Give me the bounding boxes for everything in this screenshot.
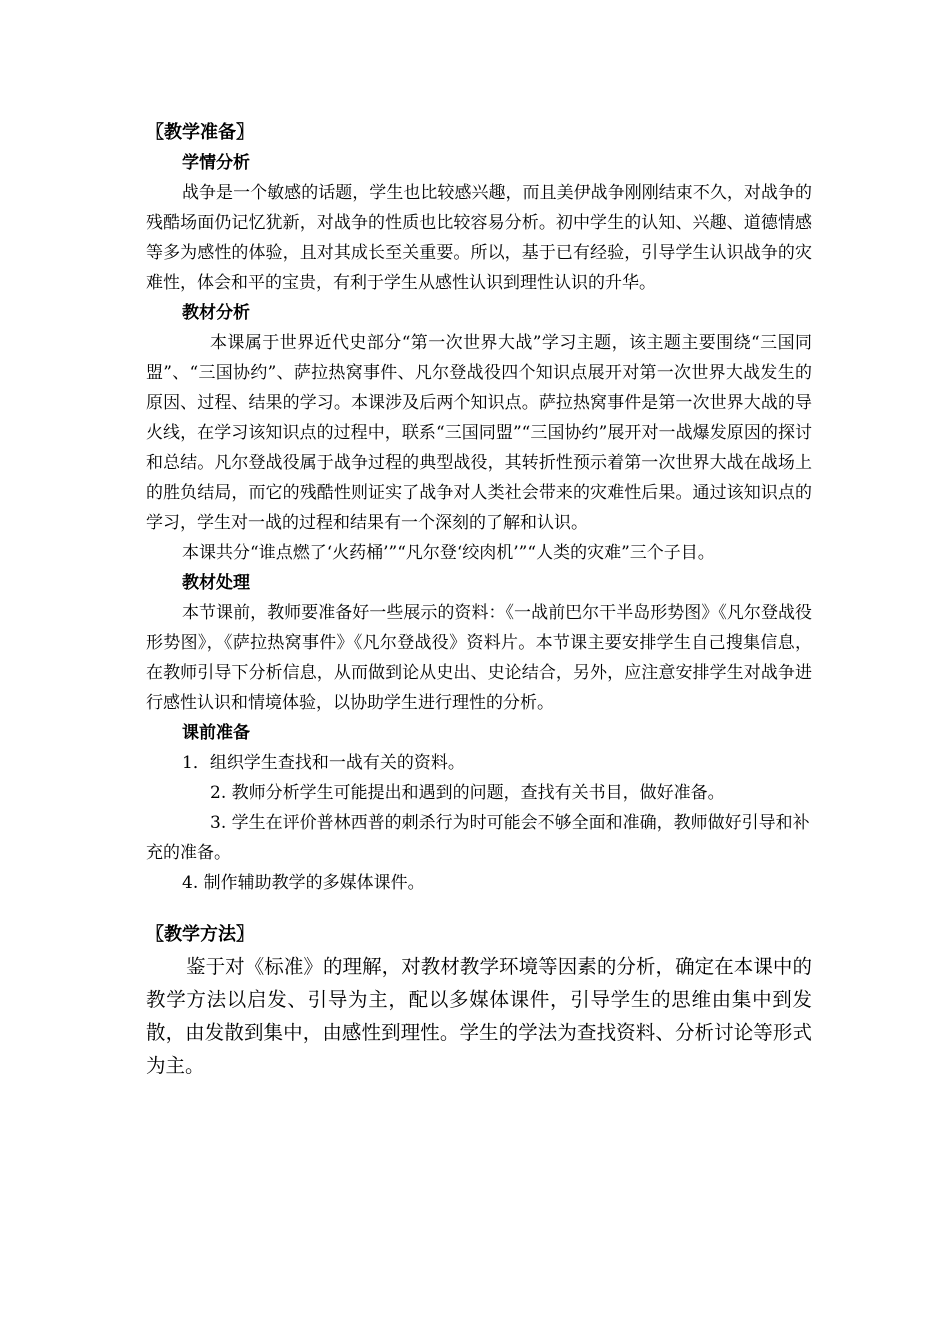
textbook-analysis-paragraph: 本课属于世界近代史部分“第一次世界大战”学习主题，该主题主要围绕“三国同盟”、“三国协约”、萨拉热窝事件、凡尔登战役四个知识点展开对第一次世界大战发生的原因、过程、结果的学习。本课涉及后两个知识点。萨拉热窝事件是第一次世界大战的导火线，在学习该知识点的过程中，联系“三国同盟”“三国协约”展开对一战爆发原因的探讨和总结。凡尔登战役属于战争过程的典型战役，其转折性预示着第一次世界大战在战场上的胜负结局，而它的残酷性则证实了战争对人类社会带来的灾难性后果。通过该知识点的学习，学生对一战的过程和结果有一个深刻的了解和认识。 bbox=[146, 333, 812, 533]
preclass-prep-heading: 课前准备 bbox=[182, 723, 250, 743]
preclass-item-1: 1．组织学生查找和一战有关的资料。 bbox=[182, 753, 465, 773]
textbook-analysis-heading: 教材分析 bbox=[182, 303, 250, 323]
textbook-subsections-paragraph: 本课共分“谁点燃了‘火药桶’”“凡尔登‘绞肉机’”“人类的灾难”三个子目。 bbox=[182, 543, 715, 563]
section-spacer bbox=[146, 898, 812, 920]
textbook-handling-heading: 教材处理 bbox=[182, 573, 250, 593]
textbook-handling-paragraph: 本节课前，教师要准备好一些展示的资料：《一战前巴尔干半岛形势图》《凡尔登战役形势图》，《萨拉热窝事件》《凡尔登战役》资料片。本节课主要安排学生自己搜集信息，在教师引导下分析信息，从而做到论从史出、史论结合，另外，应注意安排学生对战争进行感性认识和情境体验，以协助学生进行理性的分析。 bbox=[146, 603, 812, 713]
situation-analysis-heading: 学情分析 bbox=[182, 153, 250, 173]
preclass-item-4: 4. 制作辅助教学的多媒体课件。 bbox=[182, 873, 425, 893]
situation-analysis-paragraph: 战争是一个敏感的话题，学生也比较感兴趣，而且美伊战争刚刚结束不久，对战争的残酷场面仍记忆犹新，对战争的性质也比较容易分析。初中学生的认知、兴趣、道德情感等多为感性的体验，且对其成长至关重要。所以，基于已有经验，引导学生认识战争的灾难性，体会和平的宝贵，有利于学生从感性认识到理性认识的升华。 bbox=[146, 183, 812, 293]
preclass-item-3: 3. 学生在评价普林西普的刺杀行为时可能会不够全面和准确，教师做好引导和补充的准备。 bbox=[146, 813, 810, 863]
document-content bbox=[146, 118, 812, 1082]
teaching-method-heading: 〖教学方法〗 bbox=[146, 924, 254, 945]
preclass-item-2: 2. 教师分析学生可能提出和遇到的问题，查找有关书目，做好准备。 bbox=[210, 783, 725, 803]
teaching-method-paragraph: 鉴于对《标准》的理解，对教材教学环境等因素的分析，确定在本课中的教学方法以启发、引导为主，配以多媒体课件，引导学生的思维由集中到发散，由发散到集中，由感性到理性。学生的学法为查找资料、分析讨论等形式为主。 bbox=[146, 955, 812, 1077]
teaching-prep-heading: 〖教学准备〗 bbox=[146, 122, 254, 143]
